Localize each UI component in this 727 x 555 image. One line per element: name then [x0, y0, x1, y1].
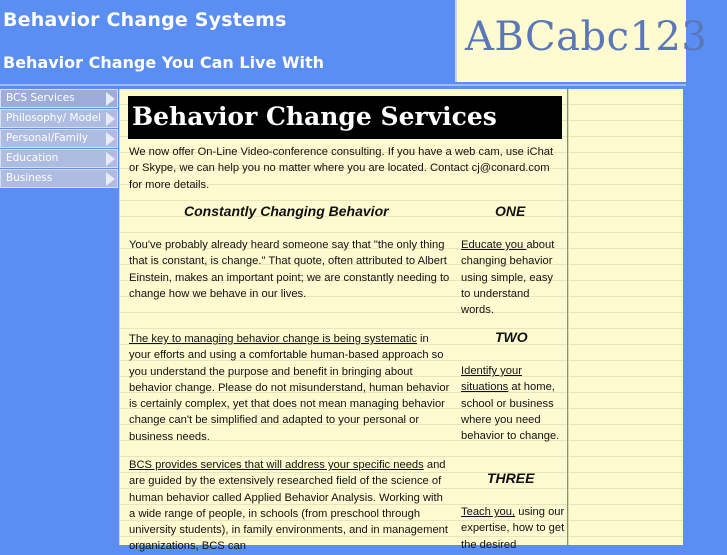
link-teach-you[interactable]: Teach you, [461, 506, 516, 518]
header-divider [0, 84, 686, 86]
link-educate-you[interactable]: Educate you [461, 239, 527, 251]
step-one-text [461, 237, 565, 318]
step-three-heading: THREE [487, 470, 535, 486]
intro-text: We now offer On-Line Video-conference consulting. If you have a web cam, use iChat or Skype, we can help you no matter where you are located. Contact cj@conard.com for more details. [129, 146, 554, 191]
step-one-rest: about changing behavior using simple, easy to understand words. [461, 239, 555, 317]
right-column [568, 89, 683, 545]
sidebar-item-business[interactable]: Business [0, 169, 118, 188]
link-identify-situations[interactable]: Identify your situations [461, 365, 522, 394]
step-two-heading: TWO [495, 329, 528, 345]
page-title: Behavior Change Services [128, 96, 562, 139]
sidebar-item-bcs-services[interactable]: BCS Services [0, 89, 118, 108]
site-title: Behavior Change Systems [3, 9, 287, 31]
site-tagline: Behavior Change You Can Live With [3, 53, 325, 72]
paragraph-key-managing [129, 331, 451, 445]
paragraph-constant-change: You've probably already heard someone say that "the only thing that is constant, is change." That quote, often attributed to Albert Einstein, makes an important point; we are constantly needing to change how we behave in our lives. [129, 239, 450, 300]
paragraph-bcs-services-text: and are guided by the extensively researched field of the science of human behavior called Applied Behavior Analysis. Working with a wide range of people, in schools (from preschool through university students), in family environments, and in management organizations, BCS can [129, 459, 448, 553]
sidebar-item-education[interactable]: Education [0, 149, 118, 168]
site-header [0, 0, 727, 86]
step-one-heading: ONE [495, 203, 526, 219]
step-three-text [461, 504, 565, 553]
sidebar-item-philosophy-model[interactable]: Philosophy/ Model [0, 109, 118, 128]
step-three-rest: using our expertise, how to get the desired [461, 506, 565, 551]
step-two-text [461, 363, 565, 444]
logo [455, 0, 708, 82]
sidebar-nav [0, 89, 118, 189]
sidebar-item-personal-family[interactable]: Personal/Family [0, 129, 118, 148]
logo-text: ABCabc123 [465, 14, 708, 60]
link-bcs-services[interactable]: BCS provides services that will address your specific needs [129, 459, 424, 471]
link-key-managing[interactable]: The key to managing behavior change is being systematic [129, 333, 417, 345]
paragraph-bcs-services [129, 457, 451, 555]
section-heading: Constantly Changing Behavior [184, 203, 389, 219]
step-two-rest: at home, school or business where you need behavior to change. [461, 381, 560, 443]
paragraph-key-managing-text: in your efforts and using a comfortable human-based approach so you understand the purpose and benefit in bringing about behavior change. Please do not misunderstand, human behavior is certainly complex, yet that does not mean managing behavior change can't be simplified and adapted to your personal or business needs. [129, 333, 450, 443]
